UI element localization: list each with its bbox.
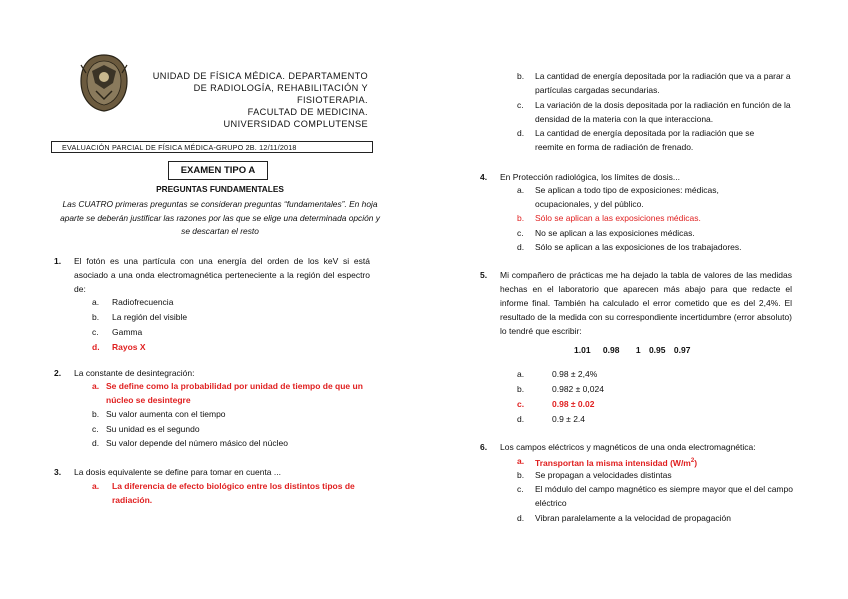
header-line: FACULTAD DE MEDICINA. bbox=[247, 107, 368, 117]
option-text: La cantidad de energía depositada por la radiación que se reemite en forma de radiación de frenado. bbox=[535, 128, 755, 152]
measurement-values bbox=[574, 345, 690, 355]
option-text: El módulo del campo magnético es siempre mayor que el del campo eléctrico bbox=[535, 484, 793, 508]
option-text: Gamma bbox=[112, 327, 143, 337]
option-letter: a. bbox=[92, 297, 100, 307]
value: 0.95 bbox=[648, 345, 666, 355]
question-4 bbox=[480, 170, 800, 184]
exam-type-box: EXAMEN TIPO A bbox=[168, 161, 268, 180]
option-text: La cantidad de energía depositada por la radiación que va a parar a partículas cargadas secundarias. bbox=[535, 71, 791, 95]
option-letter: b. bbox=[517, 213, 525, 223]
header-line: DE RADIOLOGÍA, REHABILITACIÓN Y bbox=[193, 83, 368, 93]
option-letter: b. bbox=[92, 312, 100, 322]
option-text: Se aplican a todo tipo de exposiciones: médicas, ocupacionales, y del público. bbox=[535, 185, 719, 209]
option-letter: b. bbox=[92, 409, 100, 419]
option-letter: d. bbox=[517, 414, 525, 424]
question-text: La constante de desintegración: bbox=[74, 368, 195, 378]
value: 1 bbox=[635, 345, 641, 355]
option-text: Rayos X bbox=[112, 342, 146, 352]
option-letter: d. bbox=[92, 342, 100, 352]
option-text: Su valor aumenta con el tiempo bbox=[106, 409, 226, 419]
question-text: El fotón es una partícula con una energía del orden de los keV si está asociado a una onda electromagnética perteneciente a la región del espectro de: bbox=[74, 256, 370, 294]
question-2 bbox=[54, 366, 374, 380]
value: 0.97 bbox=[673, 345, 691, 355]
option-letter: d. bbox=[517, 128, 525, 138]
option-letter: c. bbox=[517, 228, 524, 238]
option-letter: c. bbox=[517, 399, 525, 409]
option-text: La diferencia de efecto biológico entre los distintos tipos de radiación. bbox=[112, 481, 355, 505]
value: 1.01 bbox=[574, 345, 591, 355]
option-text: No se aplican a las exposiciones médicas. bbox=[535, 228, 695, 238]
option-letter: c. bbox=[517, 484, 524, 494]
option-letter: d. bbox=[92, 438, 100, 448]
option-text: Sólo se aplican a las exposiciones médicas. bbox=[535, 213, 701, 223]
option-letter: a. bbox=[517, 369, 525, 379]
header-line: UNIVERSIDAD COMPLUTENSE bbox=[223, 119, 368, 129]
option-text: Su unidad es el segundo bbox=[106, 424, 200, 434]
option-text: 0.982 ± 0,024 bbox=[552, 384, 604, 394]
option-text: La región del visible bbox=[112, 312, 188, 322]
value: 0.98 bbox=[602, 345, 620, 355]
question-number: 5. bbox=[480, 270, 488, 280]
header-line: FISIOTERAPIA. bbox=[296, 95, 368, 105]
option-letter: a. bbox=[92, 381, 100, 391]
fundamentals-title: PREGUNTAS FUNDAMENTALES bbox=[156, 184, 284, 194]
option-letter: c. bbox=[92, 327, 99, 337]
option-text: Se propagan a velocidades distintas bbox=[535, 470, 672, 480]
question-text: Los campos eléctricos y magnéticos de una onda electromagnética: bbox=[500, 442, 756, 452]
option-text: 0.9 ± 2.4 bbox=[552, 414, 586, 424]
question-1 bbox=[54, 254, 374, 354]
option-letter: d. bbox=[517, 242, 525, 252]
question-text: Mi compañero de prácticas me ha dejado la tabla de valores de las medidas hechas en el laboratorio que aparecen más abajo para que redacte el informe final. También ha calculado el error cometido que es del 2,4%. El resultado de la medida con su correspondiente incertidumbre (error absoluto) lo tendré que escribir: bbox=[500, 270, 792, 336]
option-letter: c. bbox=[517, 100, 524, 110]
option-text: Sólo se aplican a las exposiciones de los trabajadores. bbox=[535, 242, 742, 252]
question-6 bbox=[480, 440, 800, 454]
question-number: 6. bbox=[480, 442, 488, 452]
option-text: La variación de la dosis depositada por la radiación en función de la densidad de la materia con la que interacciona. bbox=[535, 100, 791, 124]
question-number: 1. bbox=[54, 256, 62, 266]
option-letter: b. bbox=[517, 71, 525, 81]
option-text: 0.98 ± 2,4% bbox=[552, 369, 598, 379]
superscript: 2 bbox=[690, 458, 695, 464]
option-text: 0.98 ± 0.02 bbox=[552, 399, 595, 409]
option-letter: a. bbox=[517, 456, 525, 466]
option-letter: d. bbox=[517, 513, 525, 523]
question-text: En Protección radiológica, los límites de dosis... bbox=[500, 172, 681, 182]
option-letter: a. bbox=[517, 185, 525, 195]
question-5 bbox=[480, 268, 792, 338]
question-3 bbox=[54, 465, 374, 479]
option-letter: a. bbox=[92, 481, 100, 491]
question-number: 4. bbox=[480, 172, 488, 182]
option-text: Radiofrecuencia bbox=[112, 297, 174, 307]
question-text: La dosis equivalente se define para tomar en cuenta ... bbox=[74, 467, 281, 477]
option-text-main: Transportan la misma intensidad (W/m bbox=[535, 457, 691, 468]
option-text: Su valor depende del número másico del núcleo bbox=[106, 438, 288, 448]
option-text-end: ) bbox=[694, 457, 698, 468]
university-seal-icon bbox=[78, 53, 130, 113]
option-letter: b. bbox=[517, 384, 525, 394]
option-text: Se define como la probabilidad por unidad de tiempo de que un núcleo se desintegre bbox=[106, 381, 363, 405]
evaluation-bar: EVALUACIÓN PARCIAL DE FÍSICA MÉDICA-GRUPO 2B. 12/11/2018 bbox=[51, 141, 373, 153]
option-letter: c. bbox=[92, 424, 99, 434]
question-number: 3. bbox=[54, 467, 62, 477]
institution-header bbox=[140, 70, 368, 130]
option-text: Vibran paralelamente a la velocidad de propagación bbox=[535, 513, 731, 523]
fundamentals-description: Las CUATRO primeras preguntas se consideran preguntas “fundamentales”. En hoja aparte se deberán justificar las razones por las que se elige una determinada opción y se descartan el resto bbox=[60, 199, 380, 236]
header-line: UNIDAD DE FÍSICA MÉDICA. DEPARTAMENTO bbox=[152, 71, 368, 81]
option-letter: b. bbox=[517, 470, 525, 480]
question-number: 2. bbox=[54, 368, 62, 378]
